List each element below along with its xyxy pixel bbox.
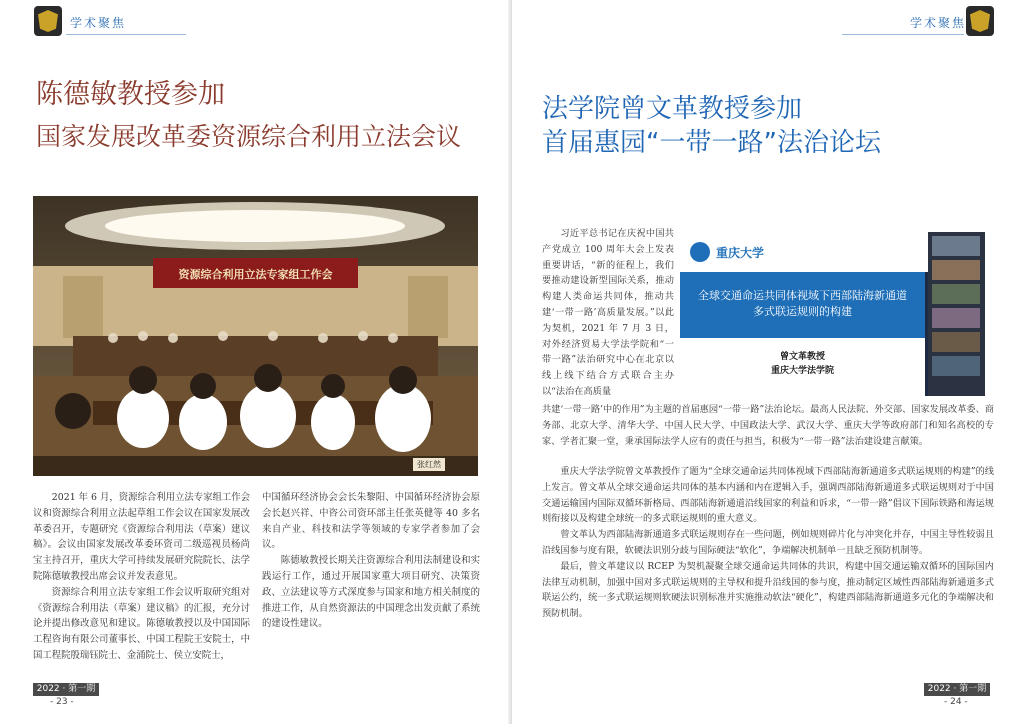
slide-title-line1: 全球交通命运共同体视域下西部陆海新通道 bbox=[698, 289, 907, 302]
university-logo-icon bbox=[966, 6, 994, 36]
left-title-line2: 国家发展改革委资源综合利用立法会议 bbox=[36, 122, 462, 151]
participant-thumbnail bbox=[932, 236, 980, 256]
right-title-line1: 法学院曾文革教授参加 bbox=[542, 94, 803, 124]
right-article-title bbox=[542, 92, 1002, 160]
right-paragraph: 曾文革认为西部陆海新通道多式联运规则存在一些问题，例如规则碎片化与冲突化并存，中国主导性较弱且沿线国参与度有限，软硬法识别分歧与国际硬法“软化”，争端解决机制单一且缺乏预防机制等。 bbox=[542, 529, 994, 556]
participant-thumbnail bbox=[932, 260, 980, 280]
slide-title-band bbox=[680, 272, 925, 338]
participant-thumbnail bbox=[932, 332, 980, 352]
header-divider bbox=[842, 34, 964, 35]
participant-thumbnail bbox=[932, 356, 980, 376]
left-article-title bbox=[36, 74, 496, 158]
university-emblem-icon bbox=[690, 242, 710, 262]
participant-thumbnails bbox=[928, 232, 985, 396]
left-paragraph: 中国循环经济协会会长朱黎阳、中国循环经济协会原会长赵兴祥、中咨公司资环部主任张英健等 40 多名来自产业、科技和法学等领域的专家学者参加了会议。 bbox=[262, 492, 480, 551]
participant-thumbnail bbox=[932, 308, 980, 328]
meeting-photo bbox=[33, 196, 478, 476]
left-paragraph: 陈德敏教授长期关注资源综合利用法制建设和实践运行工作，通过开展国家重大项目研究、决策资政、立法建议等方式深度参与国家和地方相关制度的推进工作，从自然资源法的中国理念出发贡献了系统的建设性建议。 bbox=[262, 555, 480, 630]
slide-university-name: 重庆大学 bbox=[716, 246, 765, 260]
right-header bbox=[512, 0, 1024, 40]
slide-title-line2: 多式联运规则的构建 bbox=[753, 305, 852, 318]
left-page-number: - 23 - bbox=[50, 697, 74, 707]
right-paragraph: 共建‘一带一路’中的作用”为主题的首届惠园“一带一路”法治论坛。最高人民法院、外交部、国家发展改革委、商务部、北京大学、清华大学、中国人民大学、中国政法大学、武汉大学、重庆大学等政府部门和知名高校的专家、学者汇聚一堂，秉承国际法学人应有的责任与担当，积极为“一带一路”法治建设建言献策。 bbox=[542, 404, 994, 447]
participant-thumbnail bbox=[932, 284, 980, 304]
slide-speaker: 曾文革教授 bbox=[779, 352, 825, 362]
left-header bbox=[0, 0, 512, 40]
right-body bbox=[542, 464, 994, 622]
right-intro-full bbox=[542, 402, 994, 449]
left-paragraph: 资源综合利用立法专家组工作会议听取研究组对《资源综合利用法（草案）建议稿》的汇报，充分讨论并提出修改意见和建议。陈德敏教授以及中国国际工程咨询有限公司董事长、中国工程院王安院士，中国工程院殷瑞钰院士、金涌院士、侯立安院士， bbox=[33, 586, 250, 661]
right-intro-wrapped bbox=[542, 226, 674, 400]
right-paragraph: 最后，曾文革建议以 RCEP 为契机凝聚全球交通命运共同体的共识，构建中国交通运输双循环的国际国内法律互动机制，加强中国对多式联运规则的主导权和提升沿线国的参与度，推动制定区域性西部陆海新通道多式联运公约，统一多式联运规则软硬法识别标准并实施推动软法“硬化”，构建西部陆海新通道多元化的争端解决和预防机制。 bbox=[542, 560, 994, 620]
left-paragraph: 2021 年 6 月，资源综合利用立法专家组工作会议和资源综合利用立法起草组工作会议在国家发展改革委召开，专题研究《资源综合利用法（草案）建议稿》。会议由国家发展改革委环资司二级巡视员杨尚宝主持召开，重庆大学可持续发展研究院院长、法学院陈德敏教授出席会议并发表意见。 bbox=[33, 492, 250, 582]
left-title-line1: 陈德敏教授参加 bbox=[36, 79, 225, 110]
right-paragraph: 重庆大学法学院曾文革教授作了题为“全球交通命运共同体视域下西部陆海新通道多式联运规则的构建”的线上发言。曾文革从全球交通命运共同体的基本内涵和内在逻辑入手，强调西部陆海新通道多式联运规则对于中国交通运输国内国际双循环新格局、西部陆海新通道沿线国家的利益和诉求，“一带一路”倡议下国际铁路和海运规则衔接以及构建全球统一的多式联运规则的重大意义。 bbox=[542, 466, 994, 525]
right-page-number: - 24 - bbox=[944, 697, 968, 707]
video-conference-slide bbox=[680, 232, 985, 396]
right-paragraph: 习近平总书记在庆祝中国共产党成立 100 周年大会上发表重要讲话，“新的征程上，我们要推动建设新型国际关系，推动构建人类命运共同体，推动共建‘一带一路’高质量发展。”以此为契机，2021 年 7 月 3 日，对外经济贸易大学法学院和“一带一路”法治研究中心在北京以线上线下结合方式联合主办以“法治在高质量 bbox=[542, 228, 674, 397]
photo-nameplate: 张红然 bbox=[413, 458, 445, 471]
left-section-label: 学术聚焦 bbox=[70, 16, 127, 30]
slide-affiliation: 重庆大学法学院 bbox=[770, 366, 834, 376]
photo-banner-text: 资源综合利用立法专家组工作会 bbox=[178, 268, 333, 281]
slide-footer bbox=[680, 338, 925, 396]
left-footer-issue: 2022 · 第一期 bbox=[33, 683, 99, 696]
university-logo-icon bbox=[34, 6, 62, 36]
right-page bbox=[512, 0, 1024, 724]
left-column-1 bbox=[33, 490, 250, 664]
header-divider bbox=[66, 34, 186, 35]
right-section-label: 学术聚焦 bbox=[910, 16, 967, 30]
right-title-line2: 首届惠园“一带一路”法治论坛 bbox=[542, 128, 881, 158]
right-footer-issue: 2022 · 第一期 bbox=[924, 683, 990, 696]
left-column-2 bbox=[262, 490, 480, 632]
